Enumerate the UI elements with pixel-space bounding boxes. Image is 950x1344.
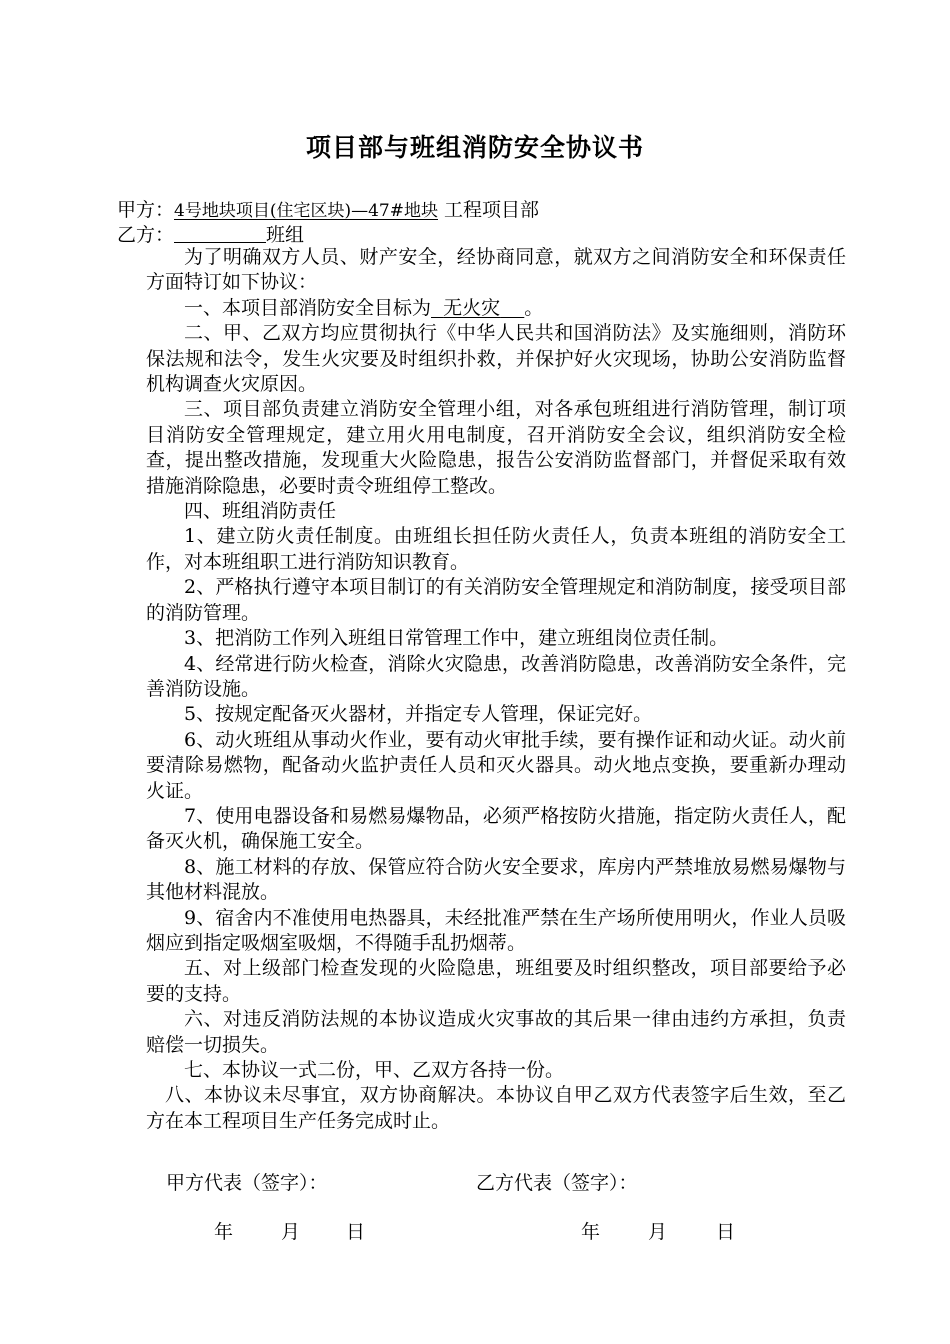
goal-value bbox=[431, 297, 524, 319]
clause-4-item-8: 8、施工材料的存放、保管应符合防火安全要求，库房内严禁堆放易燃易爆物与其他材料混放。 bbox=[146, 855, 846, 904]
clause-4-item-4: 4、经常进行防火检查，消除火灾隐患，改善消防隐患，改善消防安全条件，完善消防设施。 bbox=[146, 652, 846, 700]
clause-4-item-1: 1、建立防火责任制度。由班组长担任防火责任人，负责本班组的消防安全工作，对本班组职工进行消防知识教育。 bbox=[146, 525, 846, 573]
clause-4-item-6: 6、动火班组从事动火作业，要有动火审批手续，要有操作证和动火证。动火前要清除易燃物，配备动火监护责任人员和灭火器具。动火地点变换，要重新办理动火证。 bbox=[146, 728, 846, 802]
clause-4-item-7: 7、使用电器设备和易燃易爆物品，必须严格按防火措施，指定防火责任人，配备灭火机，确保施工安全。 bbox=[146, 804, 846, 853]
clause-4-item-5: 5、按规定配备灭火器材，并指定专人管理，保证完好。 bbox=[184, 703, 653, 726]
party-a-date-year: 年 bbox=[214, 1221, 234, 1243]
clause-8: 八、本协议未尽事宜，双方协商解决。本协议自甲乙双方代表签字后生效，至乙方在本工程项目生产任务完成时止。 bbox=[146, 1084, 846, 1132]
clause-4-item-3: 3、把消防工作列入班组日常管理工作中，建立班组岗位责任制。 bbox=[184, 627, 729, 650]
party-b-label: 乙方： bbox=[117, 224, 175, 246]
clause-1 bbox=[146, 296, 846, 321]
goal-prefix: 一、本项目部消防安全目标为 bbox=[184, 296, 432, 319]
party-a-label: 甲方： bbox=[117, 199, 175, 221]
party-a-date-day: 日 bbox=[346, 1221, 366, 1243]
goal-value-text: 无火灾 bbox=[443, 296, 501, 319]
clause-4-item-9: 9、宿舍内不准使用电热器具，未经批准严禁在生产场所使用明火，作业人员吸烟应到指定吸烟室吸烟，不得随手乱扔烟蒂。 bbox=[146, 906, 846, 954]
document-title: 项目部与班组消防安全协议书 bbox=[305, 133, 644, 162]
party-a-name: 4号地块项目(住宅区块)—47#地块 bbox=[174, 201, 438, 221]
party-b-date-day: 日 bbox=[716, 1221, 736, 1243]
intro-paragraph: 为了明确双方人员、财产安全，经协商同意，就双方之间消防安全和环保责任方面特订如下协议： bbox=[146, 246, 846, 294]
clause-7: 七、本协议一式二份，甲、乙双方各持一份。 bbox=[184, 1059, 565, 1081]
clause-4-item-2: 2、严格执行遵守本项目制订的有关消防安全管理规定和消防制度，接受项目部的消防管理。 bbox=[146, 576, 846, 624]
clause-6: 六、对违反消防法规的本协议造成火灾事故的其后果一律由违约方承担，负责赔偿一切损失。 bbox=[146, 1008, 846, 1056]
clause-5: 五、对上级部门检查发现的火险隐患，班组要及时组织整改，项目部要给予必要的支持。 bbox=[146, 957, 846, 1005]
clause-4-heading: 四、班组消防责任 bbox=[184, 500, 337, 523]
party-a-suffix: 工程项目部 bbox=[444, 199, 540, 221]
party-b-suffix: 班组 bbox=[266, 224, 305, 246]
party-b-date-month: 月 bbox=[648, 1221, 668, 1243]
agreement-body bbox=[146, 245, 846, 1134]
goal-suffix: 。 bbox=[524, 296, 544, 319]
party-a-line bbox=[117, 197, 539, 224]
party-b-date-year: 年 bbox=[581, 1221, 601, 1243]
party-a-date-month: 月 bbox=[281, 1221, 301, 1243]
party-b-signature-label: 乙方代表（签字）： bbox=[476, 1172, 638, 1194]
party-b-name-blank bbox=[174, 224, 266, 243]
clause-3: 三、项目部负责建立消防安全管理小组，对各承包班组进行消防管理，制订项目消防安全管理规定，建立用火用电制度，召开消防安全会议，组织消防安全检查，提出整改措施，发现重大火险隐患，报告公安消防监督部门，并督促采取有效措施消除隐患，必要时责令班组停工整改。 bbox=[146, 398, 846, 497]
clause-2: 二、甲、乙双方均应贯彻执行《中华人民共和国消防法》及实施细则，消防环保法规和法令，发生火灾要及时组织扑救，并保护好火灾现场，协助公安消防监督机构调查火灾原因。 bbox=[146, 322, 846, 396]
party-a-signature-label: 甲方代表（签字）： bbox=[166, 1172, 328, 1194]
